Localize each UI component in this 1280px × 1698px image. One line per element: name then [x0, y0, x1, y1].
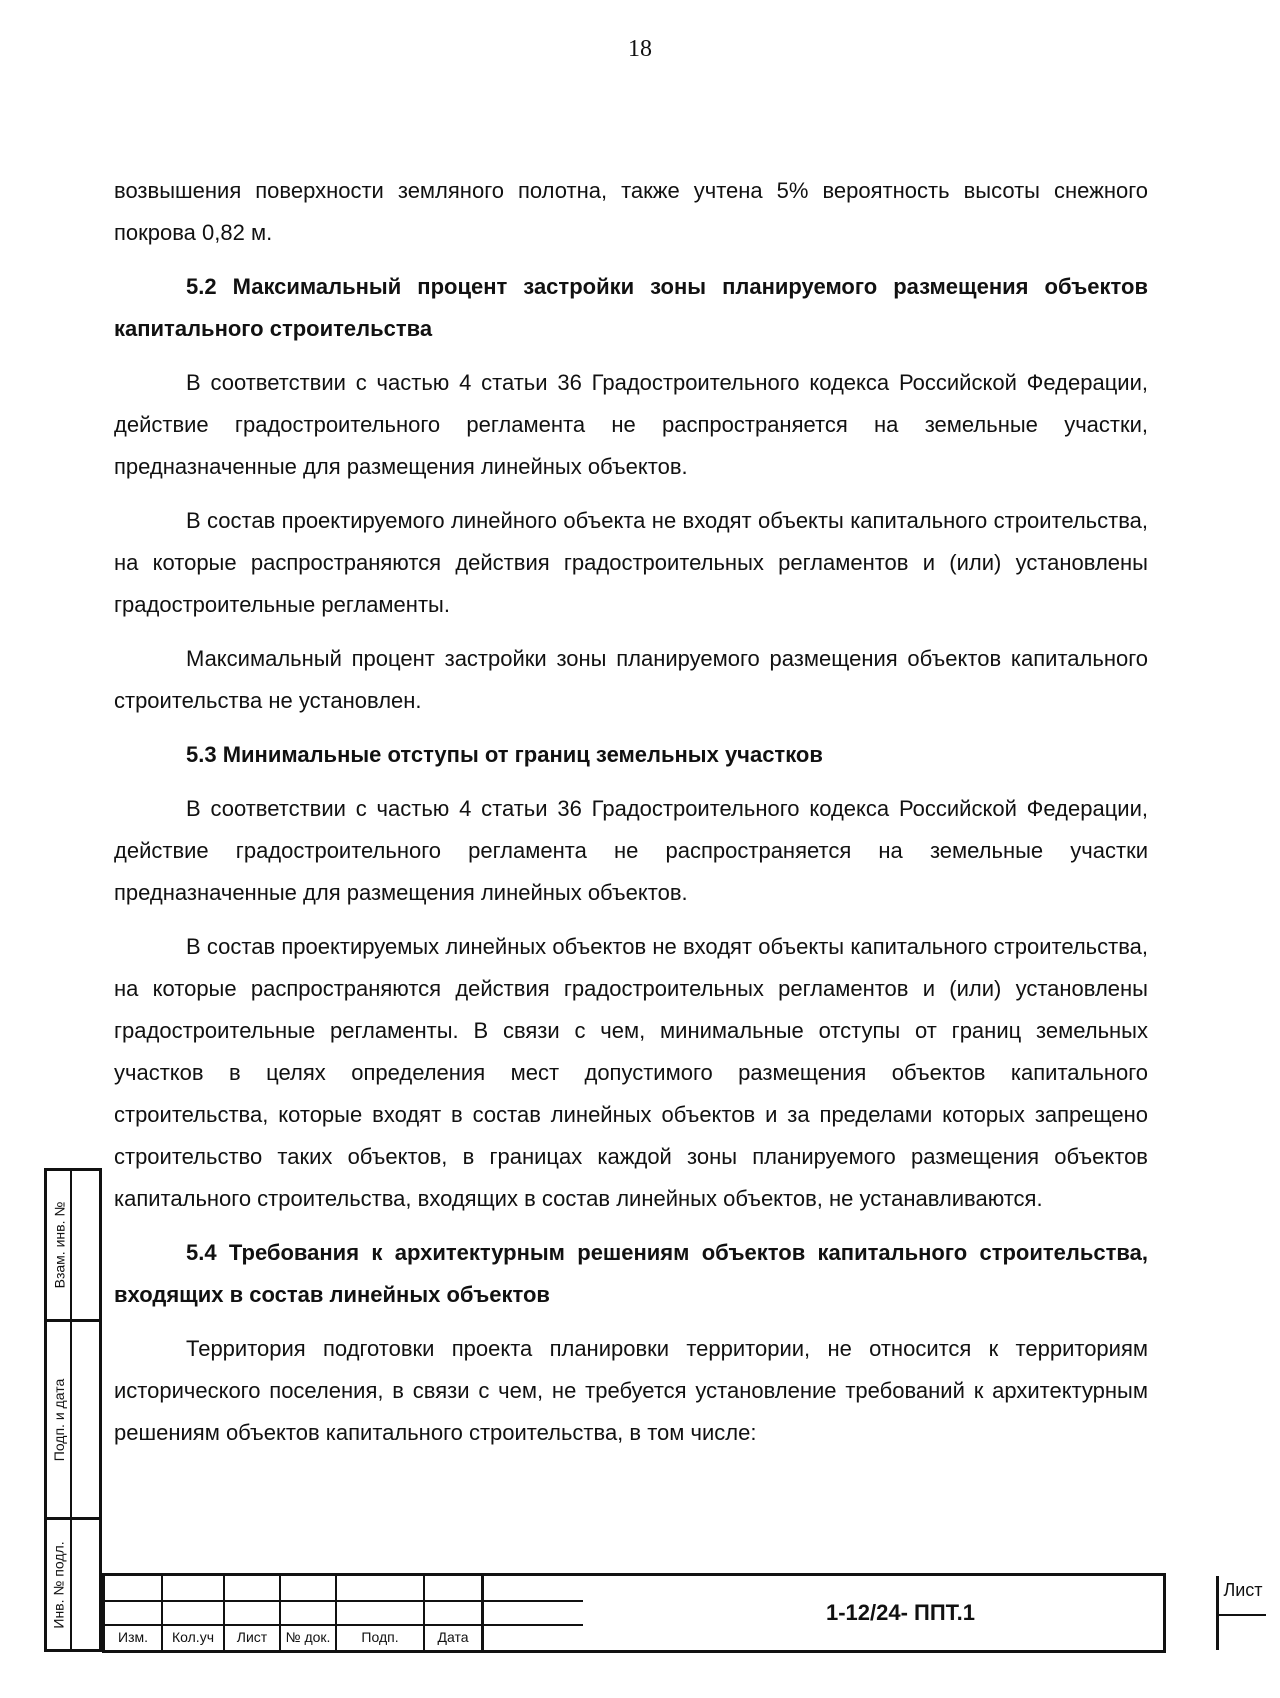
stamp-grid-line: [105, 1600, 583, 1602]
margin-approval-box: [44, 1168, 102, 1652]
stamp-col-izm: Изм.: [118, 1629, 148, 1645]
paragraph: Территория подготовки проекта планировки территории, не относится к территориям исторического поселения, в связи с чем, не требуется установление требований к архитектурным решениям объектов капитального строительства, в том числе:: [114, 1336, 1148, 1445]
paragraph-continuation: возвышения поверхности земляного полотна, также учтена 5% вероятность высоты снежного покрова 0,82 м.: [114, 178, 1148, 245]
label-vzam-inv: Взам. инв. №: [51, 1201, 68, 1289]
section-heading-5-4: 5.4 Требования к архитектурным решениям объектов капитального строительства, входящих в состав линейных объектов: [114, 1240, 1148, 1307]
paragraph: В соответствии с частью 4 статьи 36 Градостроительного кодекса Российской Федерации, действие градостроительного регламента не распространяется на земельные участки предназначенные для размещения линейных объектов.: [114, 796, 1148, 905]
sheet-label: Лист: [1223, 1580, 1263, 1600]
paragraph: Максимальный процент застройки зоны планируемого размещения объектов капитального строительства не установлен.: [114, 646, 1148, 713]
section-heading-5-2: 5.2 Максимальный процент застройки зоны планируемого размещения объектов капитального строительства: [114, 274, 1148, 341]
stamp-grid-line: [1216, 1614, 1266, 1616]
stamp-col-podp: Подп.: [361, 1629, 399, 1645]
label-podp-data: Подп. и дата: [51, 1378, 67, 1461]
document-code: 1-12/24- ППТ.1: [826, 1600, 975, 1625]
paragraph: В состав проектируемых линейных объектов не входят объекты капитального строительства, на которые распространяются действия градостроительных регламентов и (или) установлены градостроительные регламенты. В связи с чем, минимальные отступы от границ земельных участков в целях определения мест допустимого размещения объектов капитального строительства, которые входят в состав линейных объектов и за пределами которых запрещено строительство таких объектов, в границах каждой зоны планируемого размещения объектов капитального строительства, входящих в состав линейных объектов, не устанавливаются.: [114, 934, 1148, 1211]
stamp-col-kol-uch: Кол.уч: [172, 1629, 214, 1645]
stamp-grid-line: [481, 1576, 484, 1650]
paragraph: В соответствии с частью 4 статьи 36 Градостроительного кодекса Российской Федерации, действие градостроительного регламента не распространяется на земельные участки, предназначенные для размещения линейных объектов.: [114, 370, 1148, 479]
stamp-col-doc: № док.: [285, 1629, 331, 1645]
stamp-grid-line: [105, 1624, 583, 1626]
stamp-col-data: Дата: [437, 1629, 469, 1645]
page-number: 18: [628, 36, 652, 62]
stamp-col-list: Лист: [236, 1629, 268, 1645]
section-heading-5-3: 5.3 Минимальные отступы от границ земельных участков: [186, 742, 823, 767]
title-block: [102, 1573, 1263, 1653]
label-inv-podl: Инв. № подл.: [51, 1540, 67, 1629]
paragraph: В состав проектируемого линейного объекта не входят объекты капитального строительства, на которые распространяются действия градостроительных регламентов и (или) установлены градостроительные регламенты.: [114, 508, 1148, 617]
body-text: [114, 170, 1148, 1466]
